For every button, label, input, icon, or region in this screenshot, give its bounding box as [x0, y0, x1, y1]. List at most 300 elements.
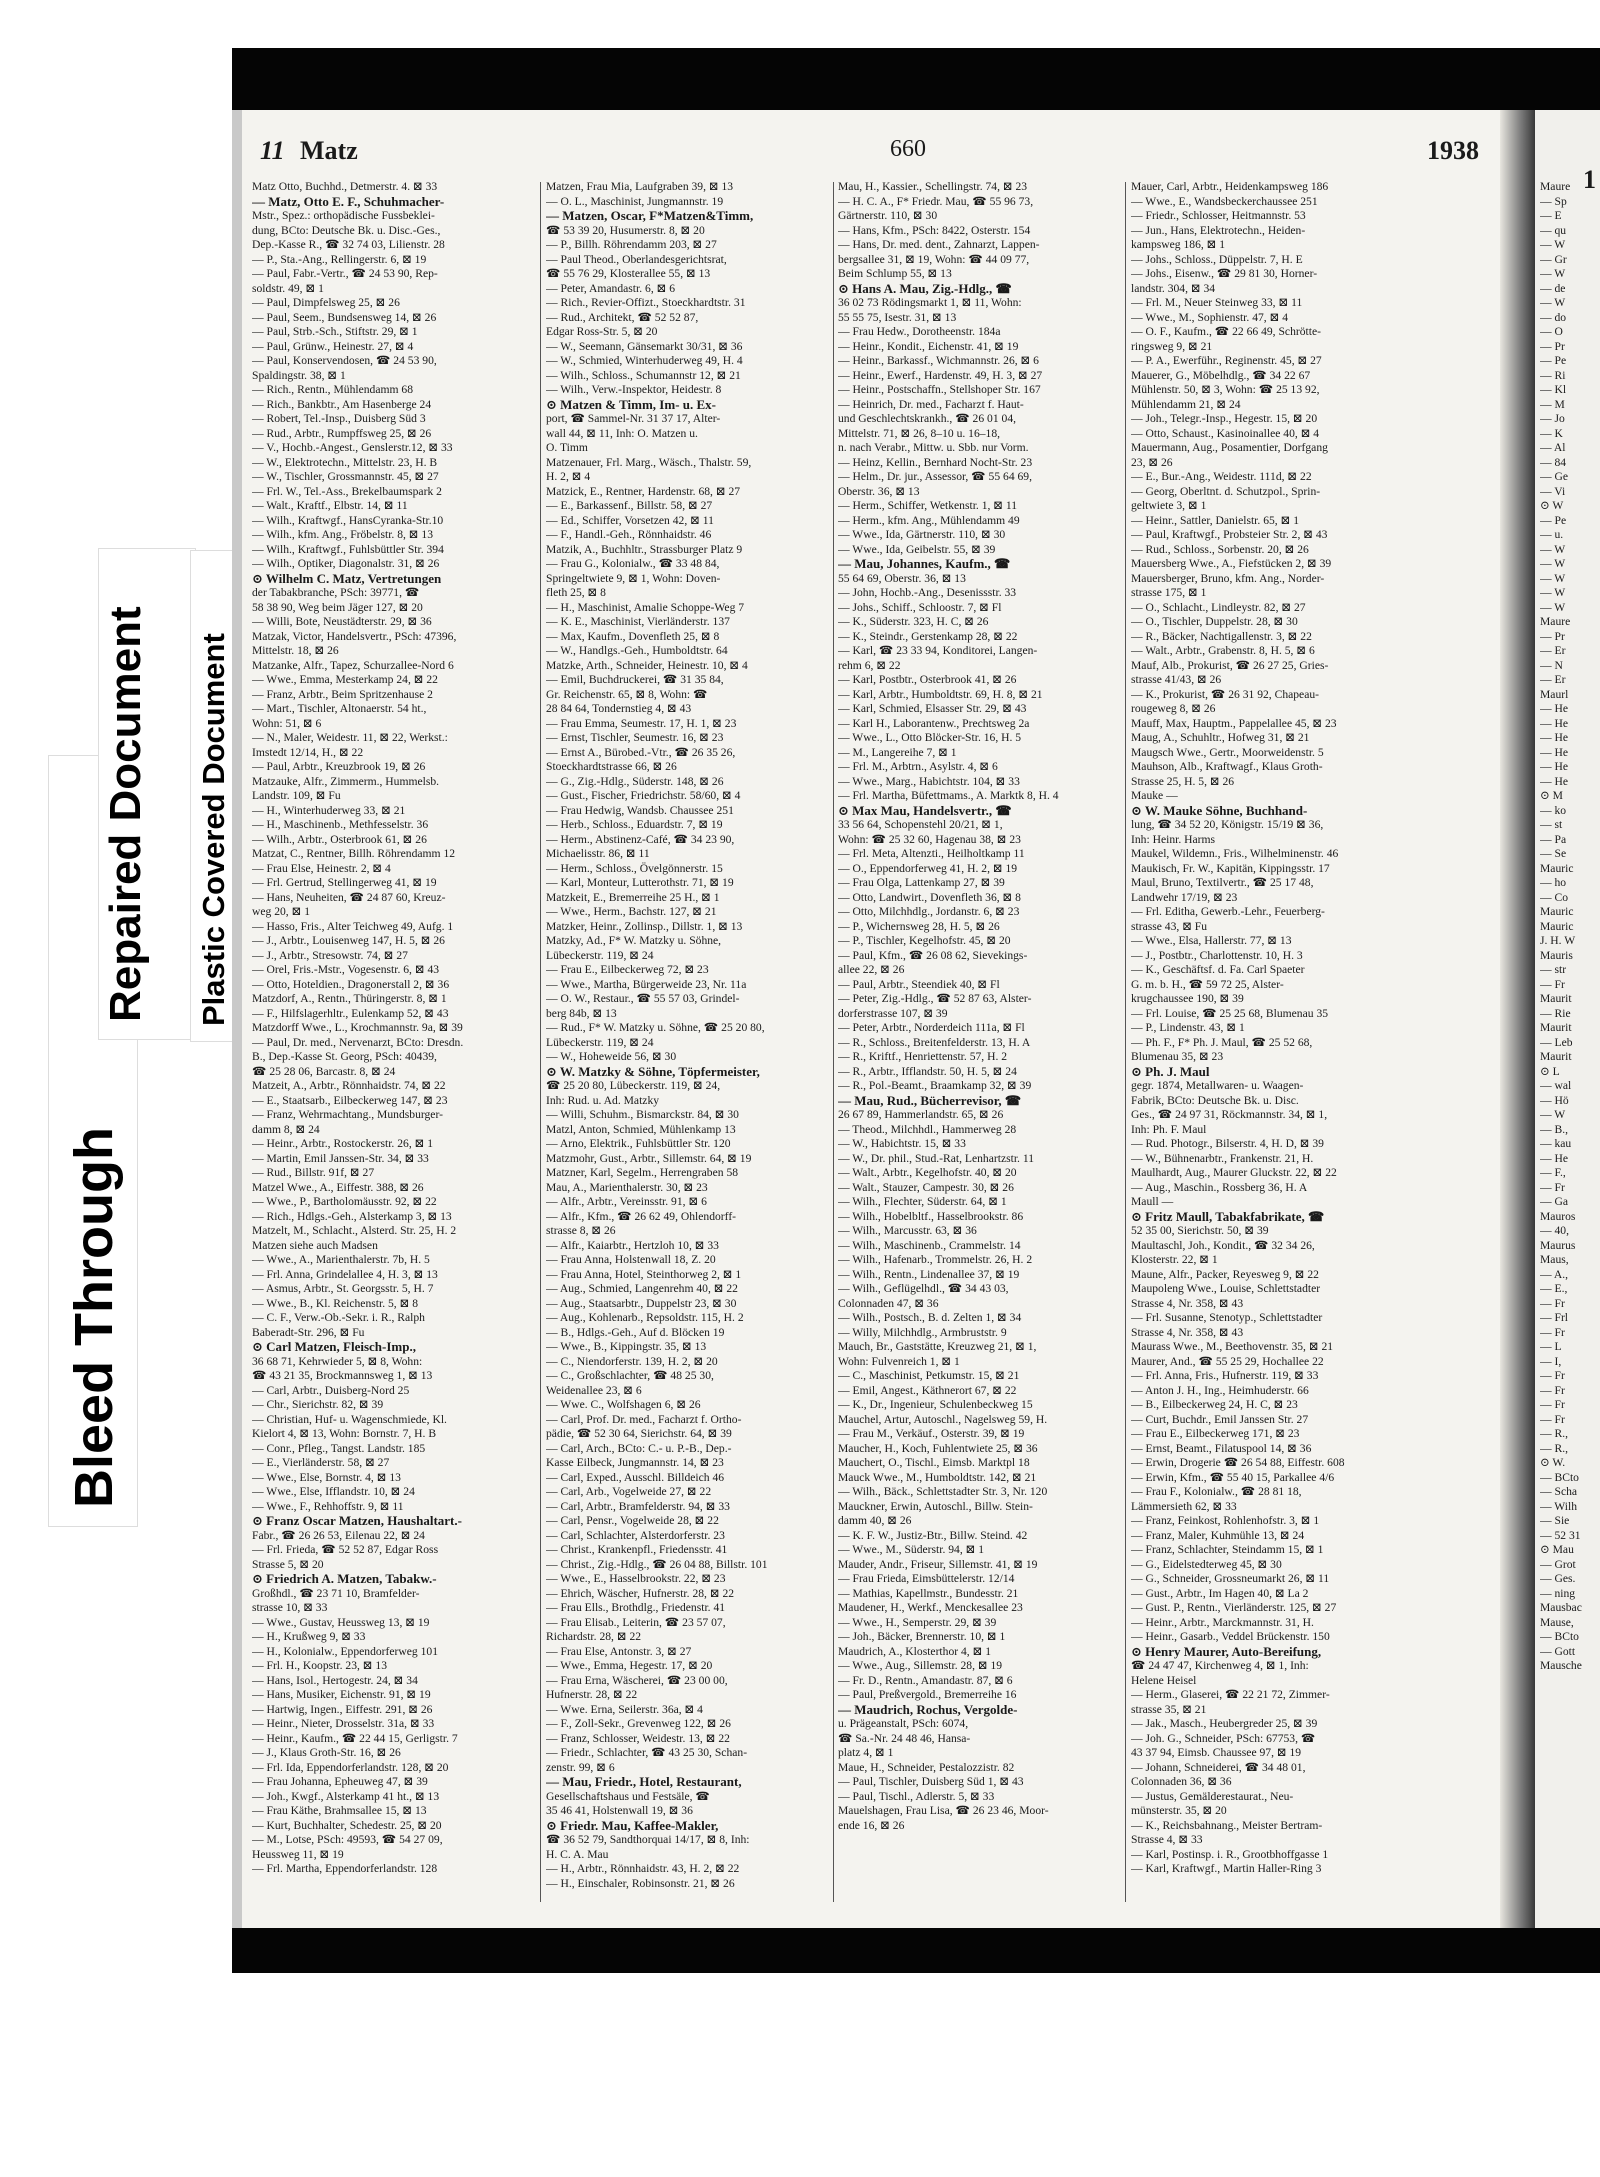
directory-entry: — Frl. H., Koopstr. 23, ⊠ 13 — [252, 1659, 387, 1672]
directory-entry: — F., Handl.-Geh., Rönnhaidstr. 46 — [546, 528, 712, 541]
directory-entry: bergsallee 31, ⊠ 19, Wohn: ☎ 44 09 77, — [838, 252, 1030, 266]
directory-entry: Maudrich, A., Klosterthor 4, ⊠ 1 — [838, 1644, 992, 1658]
directory-entry: — Wwe., E., Wandsbeckerchaussee 251 — [1131, 194, 1318, 208]
directory-entry: — Aug., Staatsarbtr., Duppelstr 23, ⊠ 30 — [546, 1296, 737, 1310]
directory-entry: — Frl. Ida, Eppendorferlandstr. 128, ⊠ 20 — [252, 1760, 449, 1774]
directory-entry: — Heinr., Gasarb., Veddel Brückenstr. 150 — [1131, 1630, 1330, 1643]
directory-entry: — Paul, Seem., Bundsensweg 14, ⊠ 26 — [252, 310, 437, 324]
next-page-entry: Maurus — [1540, 1238, 1576, 1252]
directory-entry: — Paul, Grünw., Heinestr. 27, ⊠ 4 — [252, 339, 414, 353]
directory-entry: strasse 175, ⊠ 1 — [1131, 586, 1207, 599]
directory-entry: — Emil, Buchdruckerei, ☎ 31 35 84, — [546, 673, 724, 686]
next-page-entry: J. H. W — [1540, 934, 1576, 947]
directory-column-2 — [546, 180, 828, 1905]
directory-entry: — R., Schloss., Breitenfelderstr. 13, H. A — [838, 1035, 1031, 1049]
directory-entry: — Rud., Arbtr., Rumpffsweg 25, ⊠ 26 — [252, 426, 432, 440]
next-page-entry: Maure — [1540, 615, 1571, 628]
directory-entry: ⊙ Hans A. Mau, Zig.-Hdlg., ☎ — [838, 281, 1012, 296]
directory-entry: — Theod., Milchhdl., Hammerweg 28 — [838, 1122, 1017, 1136]
directory-entry: — Emil, Angest., Käthnerort 67, ⊠ 22 — [838, 1383, 1017, 1397]
directory-entry: Klosterstr. 22, ⊠ 1 — [1131, 1253, 1218, 1266]
directory-entry: — Wilh., Flechter, Süderstr. 64, ⊠ 1 — [838, 1195, 1007, 1208]
directory-entry: — K. F. W., Justiz-Btr., Billw. Steind. 42 — [838, 1528, 1028, 1542]
directory-entry: ⊙ W. Mauke Söhne, Buchhand- — [1131, 803, 1308, 818]
directory-entry: ringsweg 9, ⊠ 21 — [1131, 339, 1213, 353]
directory-entry: — Wwe., E., Hasselbrookstr. 22, ⊠ 23 — [546, 1572, 726, 1585]
directory-entry: Maudener, H., Werkf., Menckesallee 23 — [838, 1601, 1023, 1614]
directory-entry: — W., Schmied, Winterhuderweg 49, H. 4 — [546, 354, 743, 367]
directory-entry: — Heinz, Kellin., Bernhard Nocht-Str. 23 — [838, 455, 1033, 469]
next-page-entry: — N — [1540, 658, 1563, 672]
directory-entry: — Walt., Arbtr., Grabenstr. 8, H. 5, ⊠ 6 — [1131, 644, 1315, 657]
directory-entry: — W., Dr. phil., Stud.-Rat, Lenhartzstr. 11 — [838, 1151, 1035, 1165]
next-page-entry: — He — [1540, 716, 1569, 730]
directory-entry: — Friedr., Schlosser, Heitmannstr. 53 — [1131, 209, 1306, 222]
next-page-entry: — B., — [1540, 1122, 1569, 1136]
directory-entry: — Ernst A., Bürobed.-Vtr., ☎ 26 35 26, — [546, 745, 736, 759]
directory-entry: — Wwe., Ida, Gärtnerstr. 110, ⊠ 30 — [838, 528, 1006, 541]
next-page-entry: — ko — [1540, 803, 1567, 817]
directory-entry: — John, Hochb.-Ang., Desenissstr. 33 — [838, 586, 1017, 599]
directory-entry: — Mau, Friedr., Hotel, Restaurant, — [546, 1775, 742, 1789]
directory-entry: — Rud., Schloss., Sorbenstr. 20, ⊠ 26 — [1131, 542, 1309, 556]
directory-entry: — Frau M., Verkäuf., Osterstr. 39, ⊠ 19 — [838, 1427, 1025, 1440]
next-page-entry: — ning — [1540, 1586, 1576, 1600]
next-page-entry: — W — [1540, 600, 1566, 614]
directory-entry: ⊙ Max Mau, Handelsvertr., ☎ — [838, 803, 1012, 818]
directory-entry: Fabr., ☎ 26 26 53, Eilenau 22, ⊠ 24 — [252, 1528, 425, 1542]
next-page-entry: — Fr — [1540, 977, 1565, 991]
header-year: 1938 — [1427, 136, 1479, 165]
directory-entry: — Wwe., Ida, Geibelstr. 55, ⊠ 39 — [838, 542, 996, 556]
directory-entry: O. Timm — [546, 441, 588, 454]
directory-entry: — W., Elektrotechn., Mittelstr. 23, H. B — [252, 455, 438, 469]
directory-entry: — P., Billh. Röhrendamm 203, ⊠ 27 — [546, 238, 717, 251]
directory-entry: — Wwe., Emma, Mesterkamp 24, ⊠ 22 — [252, 673, 438, 686]
directory-entry: — Robert, Tel.-Insp., Duisberg Süd 3 — [252, 412, 426, 425]
directory-entry: — Frl. W., Tel.-Ass., Brekelbaumspark 2 — [252, 484, 442, 498]
directory-entry: Matzauke, Alfr., Zimmerm., Hummelsb. — [252, 774, 440, 788]
directory-entry: Matzen siehe auch Madsen — [252, 1238, 378, 1252]
directory-entry: ☎ 55 76 29, Klosterallee 55, ⊠ 13 — [546, 267, 711, 280]
directory-entry: — Wwe., Gustav, Heussweg 13, ⊠ 19 — [252, 1615, 430, 1629]
column-rule — [540, 182, 541, 1902]
directory-entry: — K., Dr., Ingenieur, Schulenbeckweg 15 — [838, 1398, 1033, 1411]
directory-entry: allee 22, ⊠ 26 — [838, 963, 905, 976]
directory-entry: 36 02 73 Rödingsmarkt 1, ⊠ 11, Wohn: — [838, 296, 1022, 309]
directory-entry: — Wilh., Kraftwgf., HansCyranka-Str.10 — [252, 513, 444, 527]
directory-entry: — K., Geschäftsf. d. Fa. Carl Spaeter — [1131, 963, 1305, 976]
directory-entry: — Herm., Schiffer, Wetkenstr. 1, ⊠ 11 — [838, 499, 1018, 512]
next-page-entry: — W — [1540, 296, 1566, 309]
directory-entry: Ges., ☎ 24 97 31, Röckmannstr. 34, ⊠ 1, — [1131, 1108, 1328, 1121]
directory-entry: — Franz, Schlosser, Weidestr. 13, ⊠ 22 — [546, 1731, 730, 1745]
directory-entry: — Wwe., M., Sophienstr. 47, ⊠ 4 — [1131, 310, 1288, 324]
directory-entry: — Heinr., Nieter, Drosselstr. 31a, ⊠ 33 — [252, 1717, 435, 1730]
directory-entry: Matzdorf, A., Rentn., Thüringerstr. 8, ⊠ 1 — [252, 992, 447, 1005]
directory-entry: — P., Wichernsweg 28, H. 5, ⊠ 26 — [838, 919, 1000, 933]
directory-entry: — Georg, Oberltnt. d. Schutzpol., Sprin- — [1131, 484, 1321, 498]
directory-entry: Mauff, Max, Hauptm., Pappelallee 45, ⊠ 23 — [1131, 716, 1337, 730]
directory-entry: Gesellschaftshaus und Festsäle, ☎ — [546, 1789, 710, 1803]
directory-entry: — Joh. G., Schneider, PSch: 67753, ☎ — [1131, 1731, 1316, 1745]
directory-entry: — Franz, Feinkost, Rohlenhofstr. 3, ⊠ 1 — [1131, 1514, 1320, 1527]
directory-entry: — Franz, Arbtr., Beim Spritzenhause 2 — [252, 687, 433, 701]
directory-entry: — H., Einschaler, Robinsonstr. 21, ⊠ 26 — [546, 1876, 735, 1890]
directory-entry: — Ernst, Beamt., Filatuspool 14, ⊠ 36 — [1131, 1441, 1312, 1455]
directory-entry: ⊙ Friedr. Mau, Kaffee-Makler, — [546, 1818, 719, 1833]
directory-entry: pädie, ☎ 52 30 64, Sierichstr. 64, ⊠ 39 — [546, 1427, 732, 1440]
directory-entry: — V., Hochb.-Angest., Genslerstr.12, ⊠ 33 — [252, 441, 453, 454]
directory-entry: — Wilh., Postsch., B. d. Zelten 1, ⊠ 34 — [838, 1311, 1022, 1324]
directory-entry: — Frau Olga, Lattenkamp 27, ⊠ 39 — [838, 876, 1005, 889]
directory-entry: — Hans, Kfm., PSch: 8422, Osterstr. 154 — [838, 223, 1031, 237]
directory-entry: — Frl. M., Neuer Steinweg 33, ⊠ 11 — [1131, 296, 1303, 309]
book-gutter — [1500, 110, 1538, 1928]
directory-entry: Edgar Ross-Str. 5, ⊠ 20 — [546, 325, 658, 338]
next-page-entry: — Pe — [1540, 513, 1567, 527]
directory-entry: — Otto, Milchhdlg., Jordanstr. 6, ⊠ 23 — [838, 905, 1020, 918]
directory-entry: — Orel, Fris.-Mstr., Vogesenstr. 6, ⊠ 43 — [252, 963, 440, 976]
directory-entry: Imstedt 12/14, H., ⊠ 22 — [252, 745, 364, 759]
directory-entry: 43 37 94, Eimsb. Chaussee 97, ⊠ 19 — [1131, 1746, 1302, 1759]
directory-entry: — Rich., Hdlgs.-Geh., Alsterkamp 3, ⊠ 13 — [252, 1209, 452, 1223]
directory-entry: — Peter, Zig.-Hdlg., ☎ 52 87 63, Alster- — [838, 992, 1032, 1005]
directory-entry: — H., Winterhuderweg 33, ⊠ 21 — [252, 803, 406, 817]
directory-entry: Mauckner, Erwin, Autoschl., Billw. Stein- — [838, 1499, 1033, 1513]
directory-entry: — Wwe., H., Semperstr. 29, ⊠ 39 — [838, 1615, 997, 1629]
directory-entry: landstr. 304, ⊠ 34 — [1131, 281, 1216, 295]
next-page-entry: — Frl — [1540, 1311, 1569, 1324]
next-page-entry: Mauros — [1540, 1209, 1576, 1223]
directory-entry: Kasse Eilbeck, Jungmannstr. 14, ⊠ 23 — [546, 1456, 724, 1469]
next-page-entry: Mausche — [1540, 1659, 1582, 1672]
directory-entry: — C., Niendorferstr. 139, H. 2, ⊠ 20 — [546, 1354, 718, 1368]
directory-entry: — Franz, Schlachter, Steindamm 15, ⊠ 1 — [1131, 1543, 1324, 1556]
directory-entry: ⊙ Matzen & Timm, Im- u. Ex- — [546, 397, 717, 412]
directory-entry: lung, ☎ 34 52 20, Königstr. 15/19 ⊠ 36, — [1131, 818, 1324, 831]
directory-entry: — Frl. Martha, Eppendorferlandstr. 128 — [252, 1862, 438, 1875]
directory-entry: Mühlenstr. 50, ⊠ 3, Wohn: ☎ 25 13 92, — [1131, 383, 1320, 396]
directory-entry: — Wilh., Kraftwgf., Fuhlsbüttler Str. 394 — [252, 542, 444, 556]
directory-entry: dung, BCto: Deutsche Bk. u. Disc.-Ges., — [252, 223, 441, 237]
directory-entry: Wohn: 51, ⊠ 6 — [252, 716, 322, 730]
directory-entry: — Christ., Zig.-Hdlg., ☎ 26 04 88, Billstr. 101 — [546, 1557, 768, 1571]
column-rule — [833, 182, 834, 1902]
next-page-entry: — Fr — [1540, 1398, 1565, 1411]
directory-entry: — Wilh., Hobelbltf., Hasselbrookstr. 86 — [838, 1209, 1024, 1223]
directory-entry: — Frl. Anna, Fris., Hufnerstr. 119, ⊠ 33 — [1131, 1369, 1319, 1382]
directory-entry: — Hartwig, Ingen., Eiffestr. 291, ⊠ 26 — [252, 1702, 433, 1716]
directory-entry: — Ehrich, Wäscher, Hufnerstr. 28, ⊠ 22 — [546, 1586, 735, 1600]
next-page-entry: — Pe — [1540, 354, 1567, 367]
directory-entry: — Herm., Schloss., Övelgönnerstr. 15 — [546, 861, 723, 875]
directory-entry: Matzenauer, Frl. Marg., Wäsch., Thalstr. 59, — [546, 455, 752, 469]
directory-entry: Matzl, Anton, Schmied, Mühlenkamp 13 — [546, 1122, 736, 1136]
plastic-covered-label: Plastic Covered Document — [196, 633, 231, 1026]
next-page-entry: — Fr — [1540, 1383, 1565, 1397]
directory-entry: weg 20, ⊠ 1 — [252, 905, 311, 918]
directory-entry: — Gust., Arbtr., Im Hagen 40, ⊠ La 2 — [1131, 1586, 1309, 1600]
next-page-entry: — Co — [1540, 890, 1569, 904]
directory-entry: der Tabakbranche, PSch: 39771, ☎ — [252, 586, 420, 599]
directory-entry: Lübeckerstr. 119, ⊠ 24 — [546, 1035, 654, 1049]
directory-entry: — Herm., kfm. Ang., Mühlendamm 49 — [838, 513, 1020, 527]
directory-entry: Mauck Wwe., M., Humboldtstr. 142, ⊠ 21 — [838, 1470, 1037, 1484]
directory-entry: — Wwe., B., Kl. Reichenstr. 5, ⊠ 8 — [252, 1296, 418, 1310]
next-page-entry: — W — [1540, 1108, 1566, 1121]
directory-entry: — Frau Anna, Holstenwall 18, Z. 20 — [546, 1253, 716, 1266]
directory-entry: — K., Prokurist, ☎ 26 31 92, Chapeau- — [1131, 687, 1320, 701]
directory-entry: — Gust., Fischer, Friedrichstr. 58/60, ⊠ 4 — [546, 789, 741, 802]
next-page-entry: — Vi — [1540, 484, 1566, 498]
directory-entry: — E., Vierländerstr. 58, ⊠ 27 — [252, 1456, 390, 1469]
directory-entry: — Christ., Krankenpfl., Friedensstr. 41 — [546, 1543, 728, 1556]
directory-entry: Maukel, Wildemn., Fris., Wilhelminenstr. 46 — [1131, 847, 1339, 860]
next-page-entry: — Pr — [1540, 339, 1565, 353]
directory-entry: Mauer, Carl, Arbtr., Heidenkampsweg 186 — [1131, 180, 1329, 193]
directory-entry: 35 46 41, Holstenwall 19, ⊠ 36 — [546, 1804, 693, 1817]
directory-entry: — Frau Hedwig, Wandsb. Chaussee 251 — [546, 803, 734, 817]
directory-entry: — Paul, Fabr.-Vertr., ☎ 24 53 90, Rep- — [252, 267, 438, 280]
directory-entry: — Frau Else, Heinestr. 2, ⊠ 4 — [252, 861, 391, 875]
directory-entry: ⊙ Fritz Maull, Tabakfabrikate, ☎ — [1131, 1209, 1325, 1224]
directory-entry: ☎ Sa.-Nr. 24 48 46, Hansa- — [838, 1731, 971, 1745]
directory-entry: — Wwe., P., Bartholomäusstr. 92, ⊠ 22 — [252, 1195, 437, 1208]
directory-entry: — Herm., Glaserei, ☎ 22 21 72, Zimmer- — [1131, 1688, 1330, 1701]
directory-entry: — Max, Kaufm., Dovenfleth 25, ⊠ 8 — [546, 629, 720, 643]
directory-entry: — Paul, Kraftwgf., Probsteier Str. 2, ⊠ 43 — [1131, 528, 1328, 541]
directory-entry: Fabrik, BCto: Deutsche Bk. u. Disc. — [1131, 1093, 1299, 1107]
directory-entry: — Wilh., Bäck., Schlettstadter Str. 3, Nr. 120 — [838, 1485, 1048, 1498]
directory-entry: — Otto, Hoteldien., Dragonerstall 2, ⊠ 36 — [252, 977, 450, 991]
next-page-entry: — Wilh — [1540, 1499, 1578, 1513]
directory-entry: Mau, H., Kassier., Schellingstr. 74, ⊠ 23 — [838, 180, 1028, 193]
directory-entry: — Jun., Hans, Elektrotechn., Heiden- — [1131, 223, 1306, 237]
directory-column-4 — [1131, 180, 1413, 1905]
directory-entry: — Chr., Sierichstr. 82, ⊠ 39 — [252, 1398, 384, 1411]
next-page-entry: — Gr — [1540, 252, 1567, 266]
column-rule — [1125, 182, 1126, 1902]
directory-entry: — Wilh., Verw.-Inspektor, Heidestr. 8 — [546, 383, 722, 396]
next-page-heading: 1 — [1583, 165, 1596, 194]
directory-entry: — Mathias, Kapellmstr., Bundesstr. 21 — [838, 1586, 1019, 1600]
next-page-entry: — 52 31 — [1540, 1528, 1581, 1542]
directory-entry: platz 4, ⊠ 1 — [838, 1746, 894, 1759]
directory-entry: — Frl. Louise, ☎ 25 25 68, Blumenau 35 — [1131, 1006, 1329, 1020]
directory-entry: — Ph. F., F* Ph. J. Maul, ☎ 25 52 68, — [1131, 1035, 1313, 1049]
directory-entry: Matzik, A., Buchhltr., Strassburger Platz 9 — [546, 542, 743, 556]
next-page-entry: — Sp — [1540, 194, 1567, 208]
next-page-entry: ⊙ Mau — [1540, 1543, 1574, 1556]
directory-entry: Mauersberg Wwe., A., Fiefstücken 2, ⊠ 39 — [1131, 557, 1332, 570]
next-page-entry: — u. — [1540, 528, 1564, 541]
next-page-entry: — Ges. — [1540, 1572, 1576, 1585]
directory-entry: münsterstr. 35, ⊠ 20 — [1131, 1804, 1227, 1817]
directory-entry: Wohn: ☎ 25 32 60, Hagenau 38, ⊠ 23 — [838, 832, 1021, 846]
directory-entry: Dep.-Kasse R., ☎ 32 74 03, Lilienstr. 28 — [252, 238, 445, 251]
directory-entry: — Willi, Schuhm., Bismarckstr. 84, ⊠ 30 — [546, 1108, 739, 1121]
directory-entry: — Paul, Dr. med., Nervenarzt, BCto: Dresdn. — [252, 1035, 464, 1049]
directory-entry: — H., Krußweg 9, ⊠ 33 — [252, 1630, 366, 1643]
directory-entry: Maugsch Wwe., Gertr., Moorweidenstr. 5 — [1131, 745, 1324, 759]
directory-entry: — G., Schneider, Grossneumarkt 26, ⊠ 11 — [1131, 1572, 1330, 1585]
directory-entry: wall 44, ⊠ 11, Inh: O. Matzen u. — [546, 426, 698, 440]
next-page-entry: — W — [1540, 267, 1566, 280]
directory-entry: — Frau Elisab., Leiterin, ☎ 23 57 07, — [546, 1615, 726, 1629]
directory-entry: — W., Bühnenarbtr., Frankenstr. 21, H. — [1131, 1151, 1314, 1165]
directory-entry: Hufnerstr. 28, ⊠ 22 — [546, 1688, 638, 1701]
directory-entry: gegr. 1874, Metallwaren- u. Waagen- — [1131, 1079, 1304, 1092]
directory-entry: — Rich., Bankbtr., Am Hasenberge 24 — [252, 397, 432, 411]
directory-entry: — Christian, Huf- u. Wagenschmiede, Kl. — [252, 1412, 447, 1426]
directory-column-1 — [252, 180, 534, 1905]
directory-entry: — Kurt, Buchhalter, Schedestr. 25, ⊠ 20 — [252, 1818, 442, 1832]
directory-entry: — R., Kriftf., Henriettenstr. 57, H. 2 — [838, 1050, 1008, 1063]
directory-entry: — Carl, Arb., Vogelweide 27, ⊠ 22 — [546, 1485, 712, 1498]
directory-entry: — Wwe., Marg., Habichtstr. 104, ⊠ 33 — [838, 774, 1020, 788]
directory-entry: — Frau Käthe, Brahmsallee 15, ⊠ 13 — [252, 1804, 427, 1817]
directory-entry: krugchaussee 190, ⊠ 39 — [1131, 992, 1244, 1005]
directory-entry: Springeltwiete 9, ⊠ 1, Wohn: Doven- — [546, 571, 721, 585]
next-page-entry: — BCto — [1540, 1630, 1579, 1643]
next-page-entry: — Rie — [1540, 1006, 1571, 1020]
directory-entry: Maull — — [1131, 1195, 1174, 1208]
directory-entry: 33 56 64, Schopenstehl 20/21, ⊠ 1, — [838, 818, 1003, 831]
directory-entry: — Frl. Anna, Grindelallee 4, H. 3, ⊠ 13 — [252, 1267, 438, 1281]
next-page-entry: — W — [1540, 238, 1566, 251]
directory-entry: Maune, Alfr., Packer, Reyesweg 9, ⊠ 22 — [1131, 1267, 1319, 1281]
directory-entry: — Johs., Schiff., Schloostr. 7, ⊠ Fl — [838, 600, 1002, 614]
directory-entry: — Ernst, Tischler, Seumestr. 16, ⊠ 23 — [546, 731, 724, 744]
directory-entry: — Wilh., Maschinenb., Crammelstr. 14 — [838, 1238, 1021, 1252]
directory-entry: — Wilh., Geflügelhdl., ☎ 34 43 03, — [838, 1282, 1009, 1295]
next-page-entry: ⊙ W. — [1540, 1456, 1566, 1469]
directory-entry: — Frau Anna, Hotel, Steinthorweg 2, ⊠ 1 — [546, 1267, 742, 1281]
directory-entry: — Walt., Arbtr., Kegelhofstr. 40, ⊠ 20 — [838, 1166, 1017, 1179]
directory-entry: — Heinr., Sattler, Danielstr. 65, ⊠ 1 — [1131, 513, 1299, 527]
directory-entry: ☎ 25 20 80, Lübeckerstr. 119, ⊠ 24, — [546, 1079, 721, 1092]
directory-entry: — Wilh., Schloss., Schumannstr 12, ⊠ 21 — [546, 368, 741, 382]
directory-entry: ⊙ Franz Oscar Matzen, Haushaltart.- — [252, 1514, 462, 1528]
directory-entry: — Franz, Wehrmachtang., Mundsburger- — [252, 1108, 443, 1121]
directory-entry: G. m. b. H., ☎ 59 72 25, Alster- — [1131, 977, 1284, 991]
directory-entry: — Curt, Buchdr., Emil Janssen Str. 27 — [1131, 1412, 1309, 1426]
directory-entry: — Frau G., Kolonialw., ☎ 33 48 84, — [546, 557, 720, 570]
next-page-entry: Maurit — [1540, 1021, 1572, 1034]
directory-entry: — B., Hdlgs.-Geh., Auf d. Blöcken 19 — [546, 1325, 725, 1339]
directory-entry: Maug, A., Schuhltr., Hofweg 31, ⊠ 21 — [1131, 731, 1310, 744]
directory-entry: — Erwin, Drogerie ☎ 26 54 88, Eiffestr. 608 — [1131, 1456, 1345, 1469]
next-page-entry: — W — [1540, 586, 1566, 599]
directory-entry: — H., Maschinist, Amalie Schoppe-Weg 7 — [546, 600, 745, 614]
directory-entry: — Conr., Pfleg., Tangst. Landstr. 185 — [252, 1441, 426, 1455]
directory-entry: Spaldingstr. 38, ⊠ 1 — [252, 368, 346, 382]
directory-entry: — O. W., Restaur., ☎ 55 57 03, Grindel- — [546, 992, 740, 1005]
directory-entry: — Karl, Schmied, Elsasser Str. 29, ⊠ 43 — [838, 702, 1027, 715]
directory-entry: — E., Bur.-Ang., Weidestr. 111d, ⊠ 22 — [1131, 470, 1312, 483]
directory-entry: Matzak, Victor, Handelsvertr., PSch: 47396, — [252, 629, 457, 643]
next-page-entry: — Leb — [1540, 1035, 1573, 1049]
directory-entry: rougeweg 8, ⊠ 26 — [1131, 702, 1216, 715]
directory-entry: — Mau, Rud., Bücherrevisor, ☎ — [838, 1093, 1022, 1108]
next-page-entry: — Pr — [1540, 629, 1565, 643]
directory-entry: ⊙ Carl Matzen, Fleisch-Imp., — [252, 1340, 416, 1354]
directory-entry: Matz Otto, Buchhd., Detmerstr. 4. ⊠ 33 — [252, 180, 438, 193]
next-page-entry: — Fr — [1540, 1412, 1565, 1426]
directory-entry: — Gust. P., Rentn., Vierländerstr. 125, ⊠ 27 — [1131, 1601, 1337, 1614]
next-page-entry: — str — [1540, 963, 1567, 976]
directory-entry: Mühlendamm 21, ⊠ 24 — [1131, 397, 1241, 411]
directory-entry: damm 40, ⊠ 26 — [838, 1514, 912, 1527]
directory-entry: 36 68 71, Kehrwieder 5, ⊠ 8, Wohn: — [252, 1354, 423, 1368]
next-page-entry: Maus, — [1540, 1253, 1569, 1266]
directory-entry: — H., Kolonialw., Eppendorferweg 101 — [252, 1644, 438, 1658]
next-page-entry: — de — [1540, 281, 1566, 295]
directory-entry: — Heinr., Postschaffn., Stellshoper Str. 167 — [838, 383, 1041, 396]
directory-entry: Strasse 4, Nr. 358, ⊠ 43 — [1131, 1296, 1244, 1310]
directory-entry: — W., Seemann, Gänsemarkt 30/31, ⊠ 36 — [546, 339, 743, 353]
directory-entry: strasse 35, ⊠ 21 — [1131, 1702, 1207, 1716]
directory-entry: — Heinr., Barkassf., Wichmannstr. 26, ⊠ 6 — [838, 354, 1039, 367]
directory-entry: — Carl, Exped., Ausschl. Billdeich 46 — [546, 1470, 725, 1484]
directory-entry: Mau, A., Marienthalerstr. 30, ⊠ 23 — [546, 1180, 708, 1194]
directory-entry: — Wwe., Herm., Bachstr. 127, ⊠ 21 — [546, 905, 717, 918]
next-page-entry: Mauris — [1540, 948, 1573, 962]
directory-entry: — Carl, Arbtr., Bramfelderstr. 94, ⊠ 33 — [546, 1499, 730, 1513]
directory-entry: Wohn: Fulvenreich 1, ⊠ 1 — [838, 1354, 960, 1368]
directory-entry: — Joh., Telegr.-Insp., Hegestr. 15, ⊠ 20 — [1131, 412, 1318, 425]
directory-entry: ⊙ Friedrich A. Matzen, Tabakw.- — [252, 1572, 437, 1586]
directory-entry: — Aug., Maschin., Rossberg 36, H. A — [1131, 1180, 1308, 1194]
directory-entry: Colonnaden 36, ⊠ 36 — [1131, 1775, 1232, 1788]
directory-entry: Mauersberger, Bruno, kfm. Ang., Norder- — [1131, 571, 1325, 585]
next-page-entry: — O — [1540, 325, 1563, 338]
directory-entry: — N., Maler, Weidestr. 11, ⊠ 22, Werkst.: — [252, 731, 448, 744]
directory-entry: — Willy, Milchhdlg., Armbruststr. 9 — [838, 1325, 1007, 1339]
directory-entry: strasse 43, ⊠ Fu — [1131, 919, 1208, 933]
directory-entry: — Karl, Monteur, Lutterothstr. 71, ⊠ 19 — [546, 876, 734, 889]
directory-entry: Inh: Heinr. Harms — [1131, 832, 1216, 846]
directory-entry: Mauder, Andr., Friseur, Sillemstr. 41, ⊠ 19 — [838, 1557, 1038, 1571]
directory-entry: — H., Maschinenb., Methfesselstr. 36 — [252, 818, 429, 831]
directory-entry: — Johann, Schneiderei, ☎ 34 48 01, — [1131, 1760, 1306, 1774]
next-page-entry: — W — [1540, 571, 1566, 585]
directory-entry: — Anton J. H., Ing., Heimhuderstr. 66 — [1131, 1383, 1309, 1397]
directory-entry: — Frau Ells., Brothdlg., Friedenstr. 41 — [546, 1601, 726, 1614]
directory-entry: — Otto, Landwirt., Dovenfleth 36, ⊠ 8 — [838, 890, 1021, 904]
directory-entry: B., Dep.-Kasse St. Georg, PSch: 40439, — [252, 1050, 437, 1063]
directory-entry: — Heinrich, Dr. med., Facharzt f. Haut- — [838, 397, 1024, 411]
directory-entry: Strasse 5, ⊠ 20 — [252, 1557, 324, 1571]
directory-entry: Maul, Bruno, Textilvertr., ☎ 25 17 48, — [1131, 876, 1314, 889]
next-page-entry: — E — [1540, 209, 1562, 222]
next-page-entry: ⊙ W — [1540, 499, 1564, 512]
directory-entry: — Wwe. C., Wolfshagen 6, ⊠ 26 — [546, 1398, 701, 1411]
next-page-entry: — wal — [1540, 1079, 1572, 1092]
directory-entry: — Rud., F* W. Matzky u. Söhne, ☎ 25 20 80, — [546, 1021, 765, 1034]
next-page-entry: — Gott — [1540, 1644, 1576, 1658]
directory-entry: 55 55 75, Isestr. 31, ⊠ 13 — [838, 310, 957, 324]
next-page-entry: Maurit — [1540, 1050, 1572, 1063]
directory-entry: Strasse 4, ⊠ 33 — [1131, 1833, 1203, 1846]
directory-entry: — Frau E., Eilbeckerweg 72, ⊠ 23 — [546, 963, 709, 976]
next-page-entry: — W — [1540, 557, 1566, 570]
directory-entry: — Paul, Kfm., ☎ 26 08 62, Sievekings- — [838, 948, 1028, 962]
directory-entry: — Wilh., Optiker, Diagonalstr. 31, ⊠ 26 — [252, 557, 440, 570]
directory-entry: 28 84 64, Tondernstieg 4, ⊠ 43 — [546, 702, 692, 715]
directory-entry: — Wwe., Emma, Hegestr. 17, ⊠ 20 — [546, 1659, 713, 1672]
